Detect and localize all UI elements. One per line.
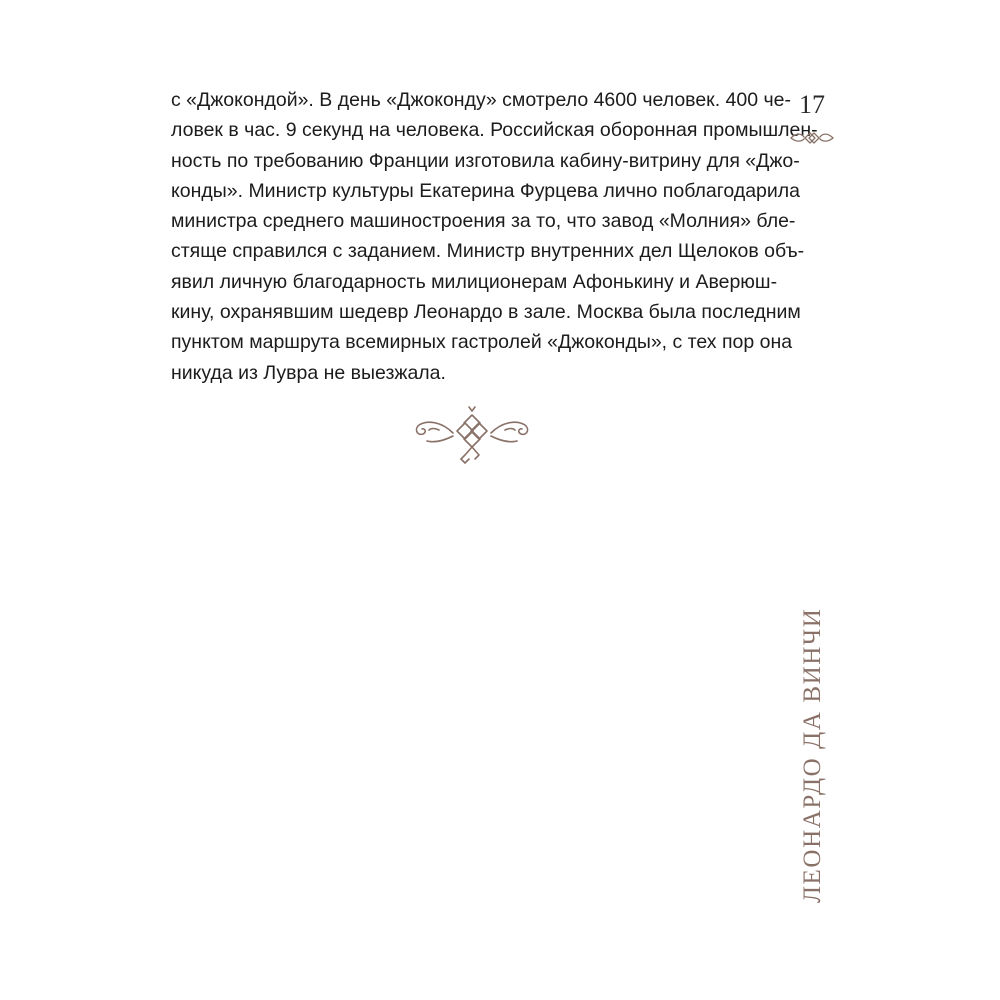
- text-line: ность по требованию Франции изготовила кабину-витрину для «Джо-: [171, 149, 800, 172]
- running-title: ЛЕОНАРДО ДА ВИНЧИ: [799, 607, 826, 903]
- text-line: кину, охранявшим шедевр Леонардо в зале. Москва была последним: [171, 301, 801, 324]
- text-line: никуда из Лувра не выезжала.: [171, 361, 446, 384]
- text-line: стяще справился с заданием. Министр внутренних дел Щелоков объ-: [171, 240, 805, 263]
- knot-flourish-icon: [413, 403, 531, 467]
- text-line: явил личную благодарность милиционерам Афонькину и Аверюш-: [171, 270, 778, 293]
- text-line: ловек в час. 9 секунд на человека. Российская оборонная промышлен-: [171, 119, 818, 142]
- text-line: министра среднего машиностроения за то, что завод «Молния» бле-: [171, 210, 796, 233]
- text-line: с «Джокондой». В день «Джоконду» смотрело 4600 человек. 400 че-: [171, 89, 791, 111]
- flourish-icon: [788, 127, 836, 149]
- page-number: 17: [799, 90, 825, 119]
- text-line: пунктом маршрута всемирных гастролей «Джоконды», с тех пор она: [171, 331, 793, 354]
- text-line: конды». Министр культуры Екатерина Фурцева лично поблагодарила: [171, 179, 800, 202]
